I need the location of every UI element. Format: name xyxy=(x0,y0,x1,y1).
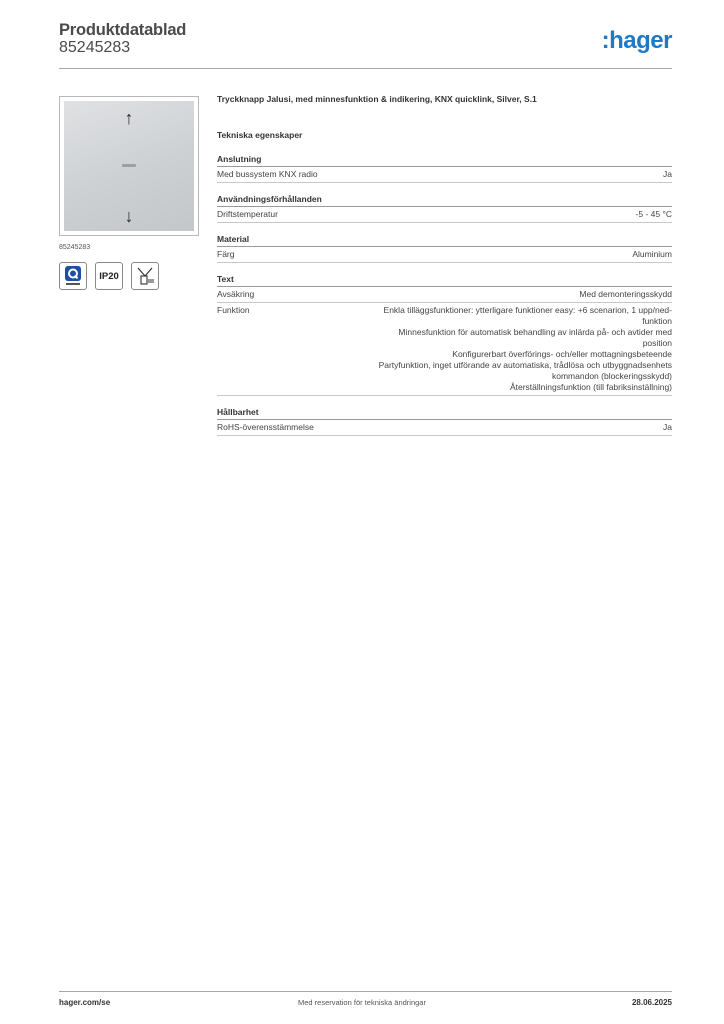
spec-row xyxy=(217,207,672,223)
arrow-up-icon: ↑ xyxy=(124,108,134,128)
spec-value-line: Återställningsfunktion (till fabriksinställning) xyxy=(509,382,672,392)
spec-label: Med bussystem KNX radio xyxy=(217,169,318,179)
spec-group-hallbarhet xyxy=(217,407,672,436)
spec-row xyxy=(217,420,672,436)
spec-label: RoHS-överensstämmelse xyxy=(217,422,314,432)
spec-group-text xyxy=(217,274,672,396)
ip20-badge xyxy=(95,262,123,290)
spec-value-line: position xyxy=(642,338,672,348)
radio-device-icon xyxy=(134,265,156,287)
header-divider xyxy=(59,68,672,69)
section-title: Tekniska egenskaper xyxy=(217,130,303,140)
group-heading: Material xyxy=(217,234,672,247)
spec-value: Med demonteringsskydd xyxy=(579,289,672,299)
document-number: 85245283 xyxy=(59,39,131,56)
spec-value-multiline xyxy=(332,305,672,393)
spec-value: Ja xyxy=(663,169,672,179)
spec-row xyxy=(217,247,672,263)
radio-badge xyxy=(131,262,159,290)
product-image xyxy=(59,96,199,236)
spec-row xyxy=(217,287,672,303)
spec-value-line: kommandon (blockeringsskydd) xyxy=(552,371,672,381)
spec-label: Avsäkring xyxy=(217,289,255,299)
document-title: Produktdatablad xyxy=(59,21,187,39)
logo-text: hager xyxy=(609,27,672,54)
led-indicator xyxy=(122,164,136,167)
certification-badges xyxy=(59,262,159,290)
spec-value: -5 - 45 °C xyxy=(635,209,672,219)
product-title: Tryckknapp Jalusi, med minnesfunktion & indikering, KNX quicklink, Silver, S.1 xyxy=(217,94,537,104)
technical-specification xyxy=(217,94,672,436)
spec-label: Funktion xyxy=(217,305,250,315)
spec-value-line: Konfigurerbart överförings- och/eller mottagningsbeteende xyxy=(452,349,672,359)
quicklink-icon xyxy=(62,265,84,287)
spec-value-line: funktion xyxy=(642,316,672,326)
quicklink-badge xyxy=(59,262,87,290)
spec-group-anslutning xyxy=(217,154,672,183)
spec-value: Aluminium xyxy=(632,249,672,259)
group-heading: Användningsförhållanden xyxy=(217,194,672,207)
push-button-face xyxy=(64,101,194,231)
footer-website-link[interactable]: hager.com/se xyxy=(59,998,111,1007)
footer-date: 28.06.2025 xyxy=(631,998,672,1007)
spec-value-line: Minnesfunktion för automatisk behandling av inlärda på- och avtider med xyxy=(398,327,672,337)
hager-logo: :hager xyxy=(601,27,672,54)
spec-group-material xyxy=(217,234,672,263)
group-heading: Anslutning xyxy=(217,154,672,167)
footer-divider xyxy=(59,991,672,992)
spec-value-line: Partyfunktion, inget utförande av automatiska, trådlösa och utbyggnadsenhets xyxy=(378,360,672,370)
spec-value: Ja xyxy=(663,422,672,432)
arrow-down-icon: ↓ xyxy=(124,206,134,226)
spec-group-anvandningsforhallanden xyxy=(217,194,672,223)
spec-row xyxy=(217,167,672,183)
spec-label: Driftstemperatur xyxy=(217,209,278,219)
group-heading: Hållbarhet xyxy=(217,407,672,420)
spec-label: Färg xyxy=(217,249,235,259)
group-heading: Text xyxy=(217,274,672,287)
product-image-caption: 85245283 xyxy=(59,244,91,251)
spec-value-line: Enkla tilläggsfunktioner: ytterligare funktioner easy: +6 scenarion, 1 upp/ned- xyxy=(383,305,672,315)
footer-disclaimer: Med reservation för tekniska ändringar xyxy=(298,998,426,1007)
ip20-label: IP20 xyxy=(99,270,119,282)
spec-row xyxy=(217,303,672,396)
